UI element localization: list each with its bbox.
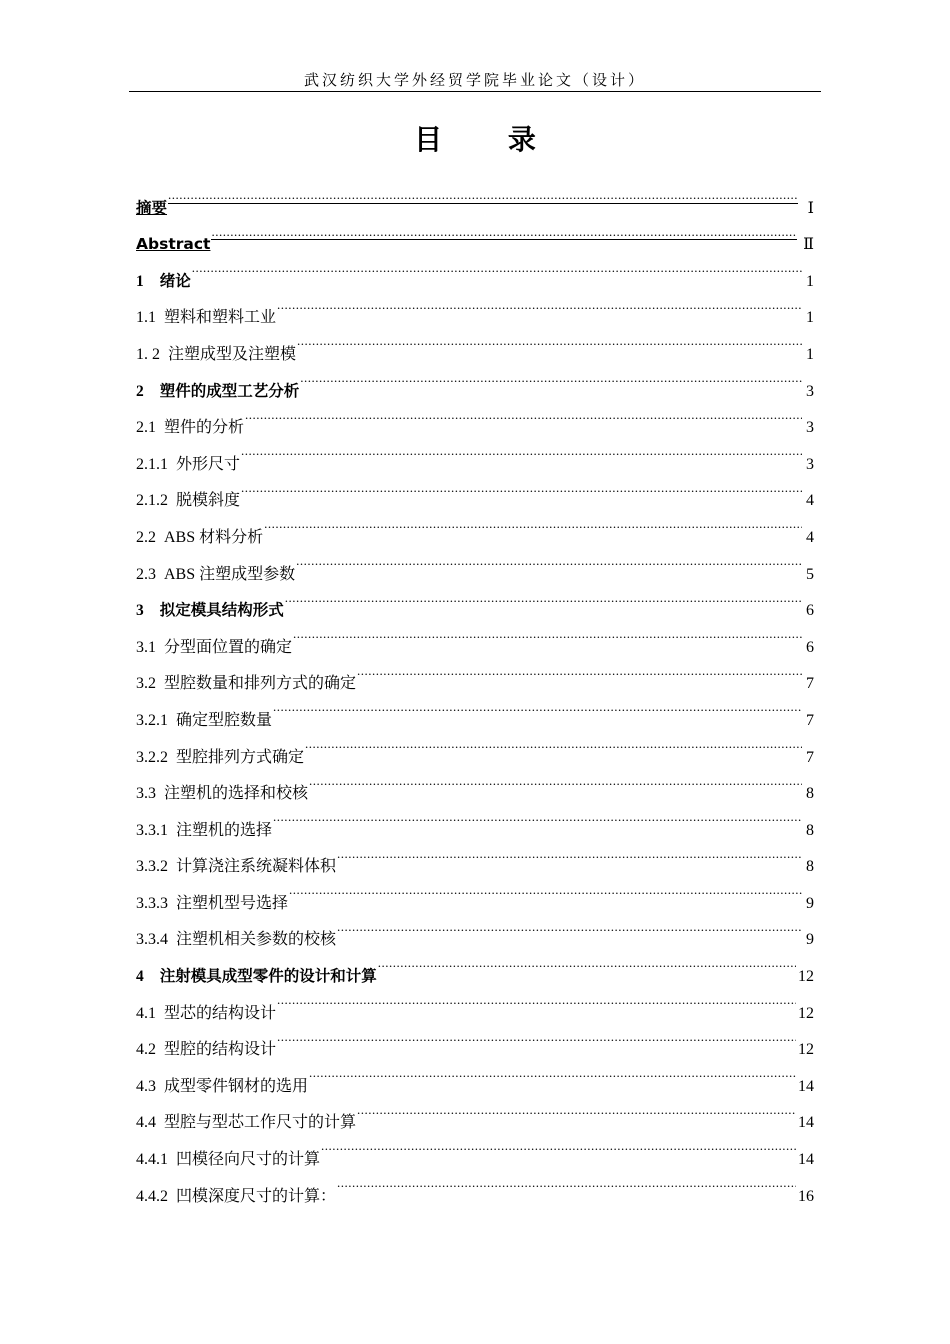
toc-page-number: 6 (806, 602, 814, 620)
toc-page-number: 12 (798, 1004, 814, 1022)
toc-entry-label (136, 630, 292, 667)
toc-entry-label (136, 1142, 320, 1179)
toc-page-number: Ⅱ (803, 236, 814, 254)
toc-dot-leader (277, 1018, 796, 1055)
toc-entry-text: 注塑机型号选择 (176, 894, 289, 912)
toc-entry[interactable] (136, 176, 814, 217)
toc-entry-number: 2.1.2 (136, 492, 168, 510)
toc-entry-text: 凹模深度尺寸的计算： (176, 1187, 337, 1205)
toc-page-number: 8 (806, 821, 814, 839)
toc-dot-leader (300, 359, 802, 396)
toc-entry-number: 1.1 (136, 309, 156, 327)
toc-entry[interactable] (136, 213, 814, 254)
toc-entry-text: 塑料和塑料工业 (164, 309, 277, 327)
toc-entry-text: Abstract (136, 235, 211, 254)
toc-entry-text: 型腔数量和排列方式的确定 (164, 675, 357, 693)
toc-dot-leader (305, 725, 802, 762)
toc-entry-number: 4 (136, 968, 144, 986)
toc-entry-number: 3.3.3 (136, 894, 168, 912)
toc-dot-leader (241, 432, 802, 469)
toc-entry[interactable] (136, 286, 814, 327)
toc-page-number: 3 (806, 419, 814, 437)
toc-dot-leader (285, 579, 802, 616)
toc-entry-text: 拟定模具结构形式 (159, 601, 284, 620)
toc-entry-text: 注塑机的选择和校核 (164, 785, 309, 803)
toc-entry-number: 4.3 (136, 1077, 156, 1095)
toc-entry-text: 注塑成型及注塑模 (168, 345, 297, 363)
toc-entry-number: 4.2 (136, 1041, 156, 1059)
toc-entry-number: 2.1 (136, 419, 156, 437)
toc-entry-number: 1. 2 (136, 345, 160, 363)
toc-entry-number: 3.3.2 (136, 858, 168, 876)
toc-entry-text: ABS 注塑成型参数 (164, 565, 296, 583)
toc-dot-leader (192, 249, 802, 286)
toc-dot-leader (321, 1127, 796, 1164)
toc-entry-text: 型芯的结构设计 (164, 1004, 277, 1022)
toc-page-number: 7 (806, 711, 814, 729)
toc-page-number: 1 (806, 345, 814, 363)
toc-entry-text: 塑件的成型工艺分析 (159, 381, 300, 400)
toc-entry-number: 3.2 (136, 675, 156, 693)
toc-entry-text: 外形尺寸 (176, 455, 241, 473)
toc-entry-number: 2 (136, 382, 144, 400)
toc-page-number: 16 (798, 1187, 814, 1205)
toc-entry-label (136, 410, 244, 447)
toc-entry-label (136, 740, 304, 777)
toc-entry-text: 计算浇注系统凝料体积 (176, 858, 337, 876)
toc-entry-label (136, 996, 276, 1033)
toc-entry-text: 型腔的结构设计 (164, 1041, 277, 1059)
toc-entry-label (136, 557, 295, 594)
toc-entry-label (136, 1032, 276, 1069)
toc-dot-leader (277, 981, 796, 1018)
toc-dot-leader (309, 762, 802, 799)
toc-page-number: 9 (806, 931, 814, 949)
header-divider (129, 91, 821, 92)
toc-entry-number: 4.4 (136, 1114, 156, 1132)
toc-page-number: 7 (806, 675, 814, 693)
toc-entry-text: 型腔与型芯工作尺寸的计算 (164, 1114, 357, 1132)
toc-entry-number: 1 (136, 272, 144, 290)
toc-page-number: 8 (806, 858, 814, 876)
toc-dot-leader (357, 1091, 796, 1128)
toc-entry-label (136, 813, 272, 850)
toc-entry-label (136, 337, 296, 374)
toc-page-number: 12 (798, 968, 814, 986)
toc-entry-label (136, 922, 336, 959)
toc-page-number: 7 (806, 748, 814, 766)
toc-entry-number: 2.3 (136, 565, 156, 583)
toc-dot-leader (337, 1164, 796, 1201)
table-of-contents (136, 176, 814, 1205)
toc-page-number: 9 (806, 894, 814, 912)
toc-entry-label (136, 263, 191, 301)
toc-entry-number: 3.1 (136, 638, 156, 656)
toc-page-number: 3 (806, 382, 814, 400)
toc-entry-number: 3.2.1 (136, 711, 168, 729)
toc-entry-number: 3.3.4 (136, 931, 168, 949)
toc-dot-leader (293, 615, 802, 652)
toc-page-number: 1 (806, 272, 814, 290)
toc-entry-text: 摘要 (136, 198, 168, 217)
toc-page-number: 8 (806, 785, 814, 803)
toc-page-number: 1 (806, 309, 814, 327)
toc-dot-leader (264, 505, 802, 542)
toc-page-number: 4 (806, 492, 814, 510)
document-header: 武汉纺织大学外经贸学院毕业论文（设计） (303, 73, 646, 89)
toc-dot-leader (245, 396, 802, 433)
toc-entry-number: 2.2 (136, 528, 156, 546)
toc-title: 目 录 (414, 123, 564, 156)
toc-entry-number: 3.3 (136, 785, 156, 803)
toc-entry-text: 凹模径向尺寸的计算 (176, 1151, 321, 1169)
toc-entry-text: 分型面位置的确定 (164, 638, 293, 656)
toc-entry-number: 4.4.1 (136, 1151, 168, 1169)
toc-entry-number: 3.3.1 (136, 821, 168, 839)
toc-page-number: Ⅰ (807, 199, 814, 217)
toc-entry-number: 4.1 (136, 1004, 156, 1022)
toc-dot-leader (211, 213, 797, 250)
toc-entry-text: 塑件的分析 (164, 419, 245, 437)
toc-page-number: 14 (798, 1114, 814, 1132)
toc-entry-text: 注射模具成型零件的设计和计算 (159, 967, 377, 986)
toc-entry-text: 成型零件钢材的选用 (164, 1077, 309, 1095)
toc-page-number: 3 (806, 455, 814, 473)
toc-entry-text: ABS 材料分析 (164, 528, 264, 546)
toc-entry-text: 脱模斜度 (176, 492, 241, 510)
toc-entry-number: 3 (136, 602, 144, 620)
toc-entry-label (136, 886, 288, 923)
toc-entry-label (136, 1069, 308, 1106)
toc-entry-text: 型腔排列方式确定 (176, 748, 305, 766)
toc-dot-leader (277, 286, 802, 323)
toc-entry-number: 4.4.2 (136, 1187, 168, 1205)
toc-entry-label (136, 703, 272, 740)
toc-dot-leader (273, 798, 802, 835)
toc-entry-label (136, 1179, 336, 1216)
toc-page-number: 6 (806, 638, 814, 656)
toc-dot-leader (273, 688, 802, 725)
toc-entry-number: 2.1.1 (136, 455, 168, 473)
toc-entry-number: 3.2.2 (136, 748, 168, 766)
toc-page-number: 14 (798, 1151, 814, 1169)
toc-entry-label (136, 300, 276, 337)
toc-entry-label (136, 447, 240, 484)
toc-dot-leader (289, 871, 802, 908)
toc-entry[interactable] (136, 249, 814, 290)
toc-dot-leader (296, 542, 802, 579)
toc-dot-leader (357, 652, 802, 689)
toc-dot-leader (168, 176, 798, 213)
toc-entry-label (136, 483, 240, 520)
toc-entry-label (136, 190, 167, 227)
toc-entry-label (136, 520, 263, 557)
toc-dot-leader (297, 322, 802, 359)
toc-entry-label (136, 592, 284, 630)
toc-page-number: 4 (806, 528, 814, 546)
toc-page-number: 12 (798, 1041, 814, 1059)
toc-entry-text: 绪论 (159, 271, 191, 290)
toc-dot-leader (378, 944, 796, 981)
toc-dot-leader (241, 469, 802, 506)
toc-entry-text: 确定型腔数量 (176, 711, 273, 729)
toc-entry-text: 注塑机相关参数的校核 (176, 931, 337, 949)
toc-dot-leader (309, 1054, 796, 1091)
toc-page-number: 14 (798, 1077, 814, 1095)
toc-dot-leader (337, 908, 802, 945)
toc-dot-leader (337, 835, 802, 872)
toc-page-number: 5 (806, 565, 814, 583)
toc-entry-text: 注塑机的选择 (176, 821, 273, 839)
